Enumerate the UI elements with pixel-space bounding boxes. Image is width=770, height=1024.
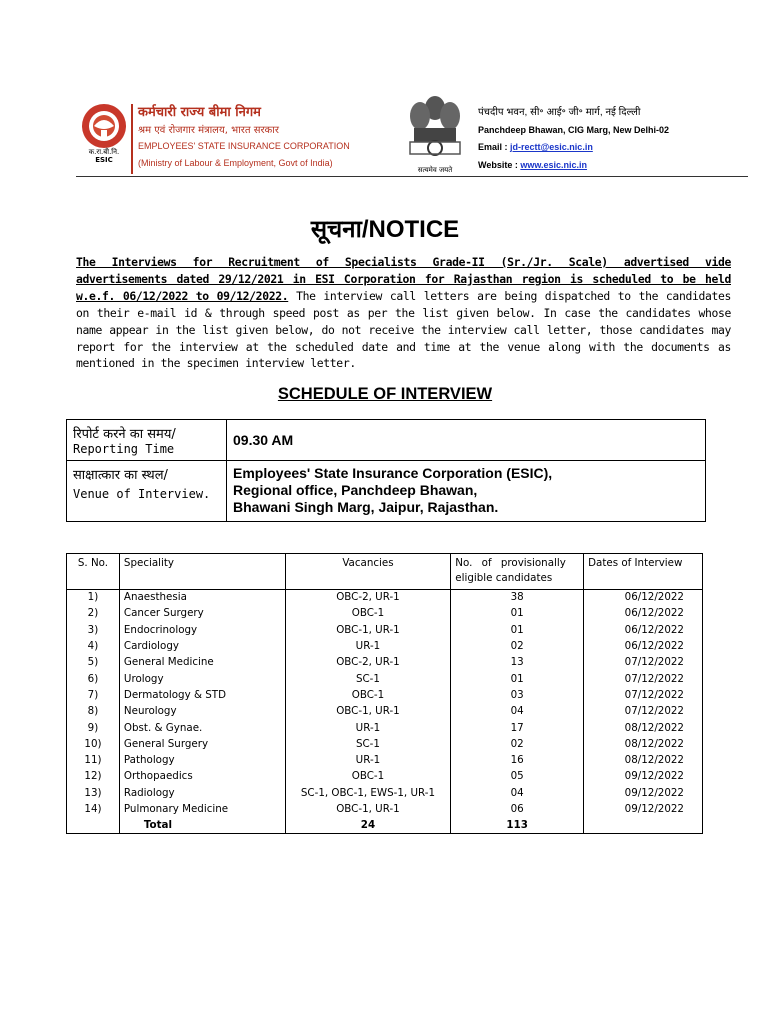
cell-speciality: Obst. & Gynae.: [119, 720, 285, 736]
venue-line-3: Bhawani Singh Marg, Jaipur, Rajasthan.: [233, 499, 499, 515]
cell-sno: 13): [67, 785, 120, 801]
cell-eligible: 16: [451, 752, 584, 768]
cell-sno: 1): [67, 590, 120, 606]
cell-vacancies: OBC-1: [285, 687, 451, 703]
cell-eligible: 01: [451, 671, 584, 687]
header-eligible-line-1: No. of provisionally: [455, 557, 566, 569]
vacancy-table-header: [67, 554, 703, 590]
total-date-empty: [584, 818, 703, 834]
cell-date: 06/12/2022: [584, 590, 703, 606]
ministry-english: (Ministry of Labour & Employment, Govt of India): [138, 158, 333, 168]
cell-vacancies: OBC-2, UR-1: [285, 655, 451, 671]
cell-speciality: Neurology: [119, 704, 285, 720]
cell-eligible: 04: [451, 785, 584, 801]
total-label: Total: [119, 818, 285, 834]
cell-vacancies: SC-1: [285, 736, 451, 752]
esic-logo-icon: [80, 102, 128, 150]
table-row: [67, 801, 703, 817]
cell-eligible: 02: [451, 638, 584, 654]
emblem-motto: सत्यमेव जयते: [417, 166, 453, 174]
cell-eligible: 06: [451, 801, 584, 817]
cell-speciality: General Surgery: [119, 736, 285, 752]
contact-block: [478, 104, 669, 174]
total-row: [67, 818, 703, 834]
cell-sno: 4): [67, 638, 120, 654]
cell-date: 06/12/2022: [584, 638, 703, 654]
cell-vacancies: SC-1, OBC-1, EWS-1, UR-1: [285, 785, 451, 801]
table-row: [67, 622, 703, 638]
cell-date: 09/12/2022: [584, 801, 703, 817]
cell-sno: 7): [67, 687, 120, 703]
notice-paragraph: [76, 254, 731, 372]
venue-address: [227, 461, 706, 522]
cell-eligible: 17: [451, 720, 584, 736]
letterhead: [76, 90, 748, 176]
header-vacancies: Vacancies: [285, 554, 451, 590]
cell-eligible: 38: [451, 590, 584, 606]
reporting-table: [66, 419, 706, 522]
cell-vacancies: OBC-2, UR-1: [285, 590, 451, 606]
cell-vacancies: UR-1: [285, 752, 451, 768]
cell-date: 07/12/2022: [584, 687, 703, 703]
address-english: Panchdeep Bhawan, CIG Marg, New Delhi-02: [478, 124, 670, 135]
header-dates: Dates of Interview: [584, 554, 703, 590]
cell-vacancies: SC-1: [285, 671, 451, 687]
header-eligible: [451, 554, 584, 590]
cell-date: 07/12/2022: [584, 655, 703, 671]
table-row: [67, 638, 703, 654]
cell-speciality: Cancer Surgery: [119, 606, 285, 622]
venue-label-hindi: साक्षात्कार का स्थल/: [73, 468, 168, 483]
org-name-english: EMPLOYEES' STATE INSURANCE CORPORATION: [138, 141, 350, 151]
national-emblem-icon: [402, 90, 468, 176]
venue-label: [67, 461, 227, 522]
table-row: [67, 687, 703, 703]
cell-vacancies: OBC-1, UR-1: [285, 622, 451, 638]
table-row: [67, 785, 703, 801]
cell-sno: 2): [67, 606, 120, 622]
cell-vacancies: UR-1: [285, 638, 451, 654]
cell-sno: 9): [67, 720, 120, 736]
venue-label-english: Venue of Interview.: [73, 487, 211, 501]
ministry-hindi: श्रम एवं रोजगार मंत्रालय, भारत सरकार: [138, 125, 279, 136]
cell-date: 08/12/2022: [584, 752, 703, 768]
reporting-label-hindi: रिपोर्ट करने का समय/: [73, 427, 176, 442]
logo-caption-english: ESIC: [95, 156, 113, 164]
table-row: [67, 769, 703, 785]
cell-sno: 14): [67, 801, 120, 817]
cell-speciality: Pulmonary Medicine: [119, 801, 285, 817]
website-line: [478, 157, 669, 175]
cell-eligible: 01: [451, 622, 584, 638]
cell-vacancies: OBC-1: [285, 769, 451, 785]
cell-date: 07/12/2022: [584, 704, 703, 720]
table-row: [67, 655, 703, 671]
website-label: Website :: [478, 159, 521, 170]
vacancy-table-body: [67, 590, 703, 834]
table-row: [67, 704, 703, 720]
cell-speciality: Endocrinology: [119, 622, 285, 638]
table-row: [67, 720, 703, 736]
table-row: [67, 671, 703, 687]
cell-speciality: Urology: [119, 671, 285, 687]
reporting-row: [67, 420, 706, 461]
header-eligible-line-2: eligible candidates: [455, 572, 553, 584]
total-eligible: 113: [451, 818, 584, 834]
cell-date: 07/12/2022: [584, 671, 703, 687]
total-empty: [67, 818, 120, 834]
cell-date: 06/12/2022: [584, 622, 703, 638]
total-vacancies: 24: [285, 818, 451, 834]
table-row: [67, 606, 703, 622]
reporting-label: [67, 420, 227, 461]
vacancy-table: [66, 553, 703, 834]
email-line: [478, 139, 669, 157]
cell-eligible: 05: [451, 769, 584, 785]
header-rule: [76, 176, 748, 177]
header-speciality: Speciality: [119, 554, 285, 590]
cell-date: 09/12/2022: [584, 785, 703, 801]
logo-caption-hindi: क.रा.बी.नि.: [88, 148, 120, 156]
cell-speciality: General Medicine: [119, 655, 285, 671]
venue-line-2: Regional office, Panchdeep Bhawan,: [233, 482, 478, 498]
cell-date: 06/12/2022: [584, 606, 703, 622]
cell-vacancies: OBC-1, UR-1: [285, 704, 451, 720]
cell-eligible: 03: [451, 687, 584, 703]
cell-sno: 11): [67, 752, 120, 768]
cell-speciality: Orthopaedics: [119, 769, 285, 785]
notice-paragraph-bold: The Interviews for Recruitment of Specialists Grade-II (Sr./Jr. Scale) advertised vide advertisements dated 29/12/2021 in ESI Corporation for Rajasthan region is scheduled to be held w.e.f. 06/12/2022 to 09/12/2022.: [76, 255, 731, 303]
cell-eligible: 02: [451, 736, 584, 752]
cell-vacancies: OBC-1: [285, 606, 451, 622]
reporting-time: 09.30 AM: [227, 420, 706, 461]
cell-sno: 12): [67, 769, 120, 785]
cell-speciality: Radiology: [119, 785, 285, 801]
header-sno: S. No.: [67, 554, 120, 590]
reporting-label-english: Reporting Time: [73, 442, 175, 456]
cell-sno: 3): [67, 622, 120, 638]
venue-line-1: Employees' State Insurance Corporation (ESIC),: [233, 465, 553, 481]
cell-date: 09/12/2022: [584, 769, 703, 785]
cell-vacancies: UR-1: [285, 720, 451, 736]
cell-speciality: Dermatology & STD: [119, 687, 285, 703]
cell-vacancies: OBC-1, UR-1: [285, 801, 451, 817]
cell-sno: 6): [67, 671, 120, 687]
cell-speciality: Cardiology: [119, 638, 285, 654]
table-row: [67, 752, 703, 768]
email-link[interactable]: jd-rectt@esic.nic.in: [510, 142, 593, 152]
cell-date: 08/12/2022: [584, 736, 703, 752]
website-link[interactable]: www.esic.nic.in: [520, 159, 588, 170]
cell-eligible: 13: [451, 655, 584, 671]
cell-sno: 5): [67, 655, 120, 671]
header-divider: [131, 104, 133, 174]
org-name-hindi: कर्मचारी राज्य बीमा निगम: [138, 105, 261, 120]
cell-sno: 10): [67, 736, 120, 752]
email-label: Email :: [478, 142, 511, 152]
table-row: [67, 590, 703, 606]
cell-eligible: 04: [451, 704, 584, 720]
address-hindi: पंचदीप भवन, सी॰ आई॰ जी॰ मार्ग, नई दिल्ली: [478, 107, 641, 118]
cell-speciality: Pathology: [119, 752, 285, 768]
notice-title: सूचना/NOTICE: [310, 216, 460, 243]
cell-sno: 8): [67, 704, 120, 720]
cell-speciality: Anaesthesia: [119, 590, 285, 606]
venue-row: [67, 461, 706, 522]
cell-eligible: 01: [451, 606, 584, 622]
notice-paragraph-rest: The interview call letters are being dispatched to the candidates on their e-mail id & through speed post as per the list given below. In case the candidates whose name appear in the list given below, do not receive the interview call letter, those candidates may report for the interview at the scheduled date and time at the venue along with the documents as mentioned in the specimen interview letter.: [76, 288, 732, 371]
schedule-title: SCHEDULE OF INTERVIEW: [277, 385, 493, 403]
table-row: [67, 736, 703, 752]
logo-caption: [78, 148, 130, 164]
cell-date: 08/12/2022: [584, 720, 703, 736]
